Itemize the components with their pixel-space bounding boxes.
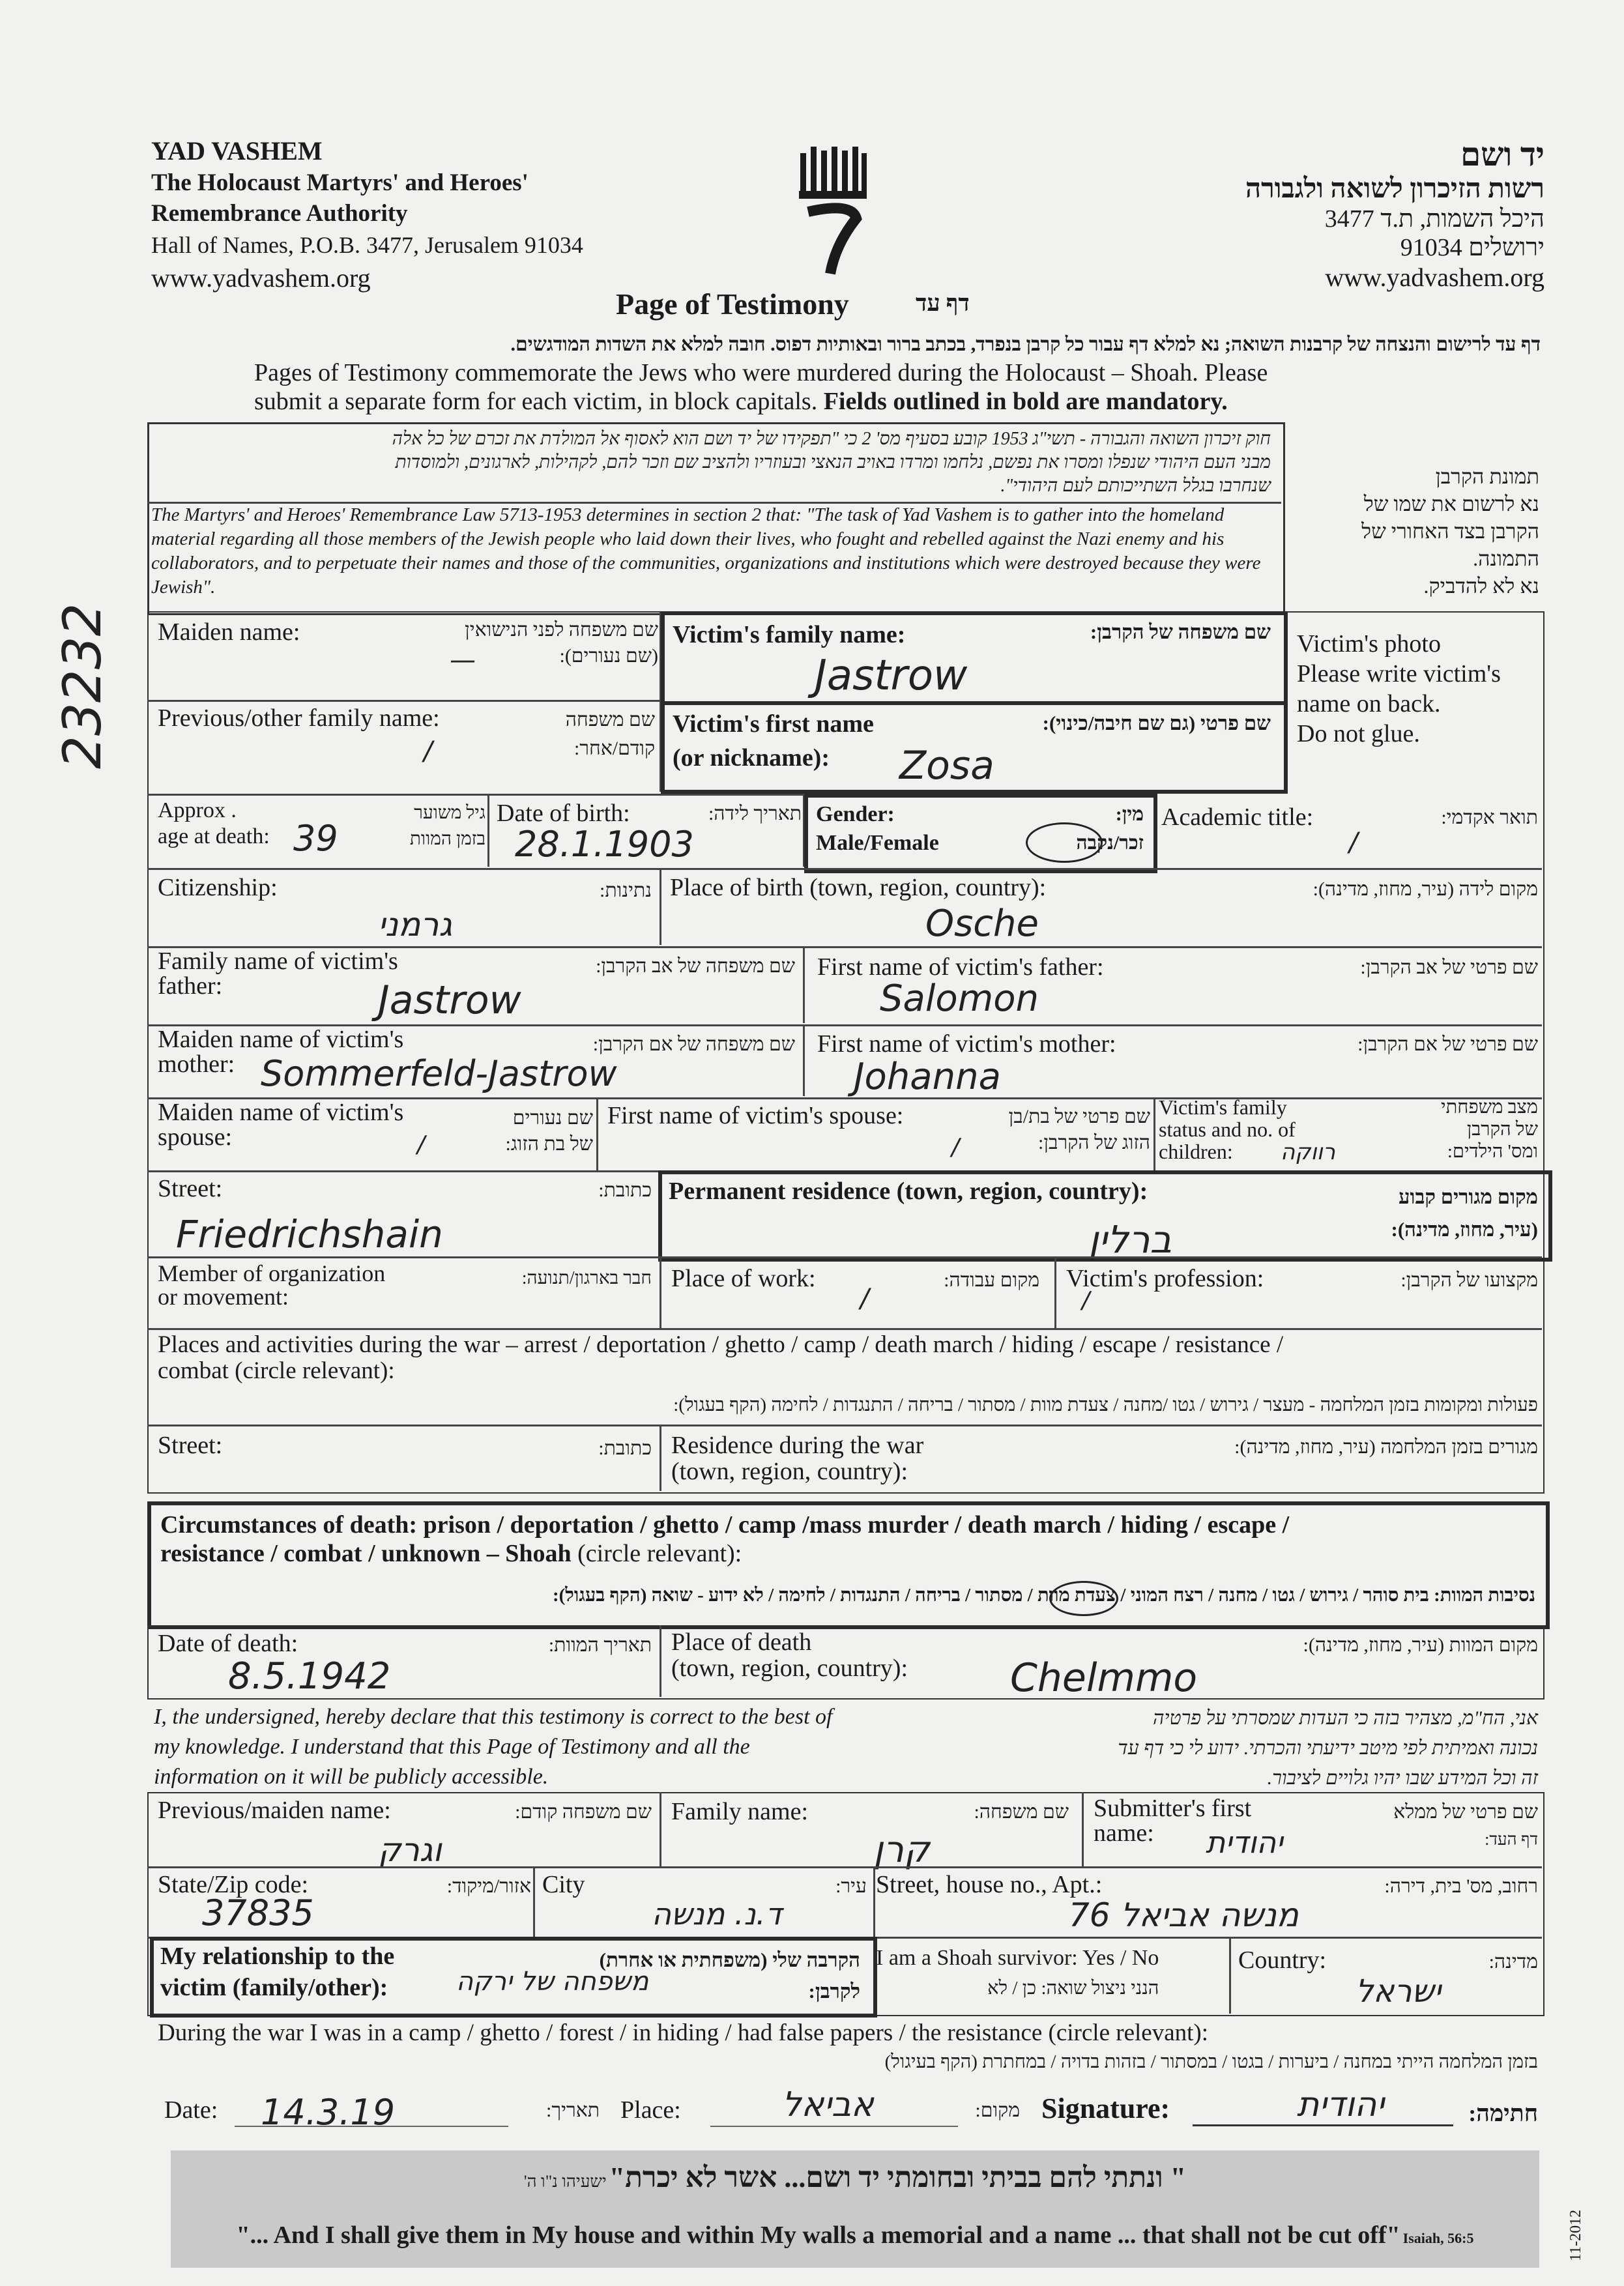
footer-en: "... And I shall give them in My house and within My walls a memorial and a name ... that shall not be cut off" [236,2221,1400,2249]
intro-en-2 [254,387,1228,416]
gender-en-1: Gender: [816,802,895,826]
family-status-value[interactable]: רווקה [1281,1139,1336,1165]
first-name-value[interactable]: Zosa [899,743,994,789]
spouse-maiden-en-1: Maiden name of victim's [158,1099,404,1126]
war-street-label: Street: [158,1432,223,1459]
dod-value[interactable]: 8.5.1942 [228,1655,391,1698]
pod-en-2: (town, region, country): [671,1655,908,1682]
organization-en-1: Member of organization [158,1260,386,1286]
pod-label-he: מקום המוות (עיר, מחוז, מדינה): [1303,1634,1538,1656]
spouse-maiden-label-he [450,1105,593,1157]
father-family-en-1: Family name of victim's [158,948,398,975]
profession-label-he: מקצועו של הקרבן: [1400,1269,1538,1291]
war-residence-en-1: Residence during the war [671,1432,924,1459]
profession-value[interactable]: / [1082,1287,1090,1314]
footer-he: " ונתתי להם בביתי ובחומתי יד ושם... אשר לא יכרת" [609,2162,1187,2193]
street-label-he: כתובת: [598,1179,652,1201]
intro-he: דף עד לרישום והנצחה של קרבנות השואה; נא למלא דף עבור כל קרבן בנפרד, בכתב ברור ובאותיות דפוס. חובה למלא את השדות המודגשים. [510,334,1541,355]
maiden-name-value[interactable]: — [450,645,476,675]
sub-family-name-label: Family name: [671,1798,809,1825]
father-family-en-2: father: [158,972,223,1000]
citizenship-label-he: נתינות: [600,880,652,901]
law-he-2: מבני העם היהודי שנפלו ומסרו את נפשם, נלחמו ומרדו באויב הנאצי ובעוזריו ולהציב שם וזכר להם, לקהילות, לארגונים, ולמוסדות [395,452,1271,472]
sub-first-name-value[interactable]: יהודית [1206,1825,1283,1860]
dod-label-he: תאריך המוות: [548,1634,652,1656]
photo-he-1: תמונת הקרבן [1435,465,1539,488]
photo-en-3: name on back. [1297,690,1441,717]
spouse-maiden-he-2: של בת הזוג: [505,1133,593,1155]
war-street-label-he: כתובת: [598,1438,652,1459]
photo-he-2: נא לרשום את שמו של [1363,492,1539,515]
org-he-name: יד ושם [1460,136,1544,173]
intro-en-2-text: submit a separate form for each victim, in block capitals. [254,388,818,415]
signature-label-he: חתימה: [1468,2100,1538,2126]
first-name-label-he: שם פרטי (גם שם חיבה/כינוי): [1042,712,1271,734]
city-value[interactable]: ד.נ. מנשה [652,1896,782,1932]
zip-label: State/Zip code: [158,1871,309,1898]
sub-first-name-he-2: דף העד: [1485,1830,1538,1849]
war-places-en-1: Places and activities during the war – arrest / deportation / ghetto / camp / death march / hiding / escape / resistance / [158,1331,1284,1358]
zip-label-he: אזור/מיקוד: [446,1875,531,1897]
family-name-label: Victim's family name: [673,621,906,648]
law-en: The Martyrs' and Heroes' Remembrance Law 5713-1953 determines in section 2 that: "The task of Yad Vashem is to gather into the homeland material regarding all those members of the Jewish people who laid down their lives, who fought and rebelled against the Nazi enemy and his collaborators, and to perpetuate their names and those of the communities, organizations and institutions which were destroyed because they were Jewish". [151,504,1261,598]
mother-first-label: First name of victim's mother: [817,1030,1116,1058]
family-name-label-he: שם משפחה של הקרבן: [1090,620,1271,643]
sub-first-name-he-1: שם פרטי של ממלא [1393,1801,1538,1823]
war-status-he: בזמן המלחמה הייתי במחנה / ביערות / בגטו / במסתור / בזהות בדויה / במחתרת (הקף בעיגול) [884,2051,1538,2072]
org-en-block [151,136,673,293]
war-places-en-2: combat (circle relevant): [158,1357,395,1384]
residence-value[interactable]: ברלין [1088,1217,1172,1262]
sub-street-value[interactable]: מנשה אביאל 76 [1069,1896,1299,1934]
org-he-line1: רשות הזיכרון לשואה ולגבורה [1245,174,1544,204]
relationship-en-1: My relationship to the [160,1943,395,1970]
declaration-en-1: I, the undersigned, hereby declare that this testimony is correct to the best of [154,1705,833,1729]
photo-en-2: Please write victim's [1297,660,1501,687]
father-family-label-he: שם משפחה של אב הקרבן: [596,955,795,977]
work-label-he: מקום עבודה: [944,1269,1039,1291]
dod-label: Date of death: [158,1630,298,1657]
org-en-address: Hall of Names, P.O.B. 3477, Jerusalem 91034 [151,232,583,258]
war-residence-label-he: מגורים בזמן המלחמה (עיר, מחוז, מדינה): [1234,1436,1538,1458]
family-status-he-3: ומס' הילדים: [1447,1141,1538,1162]
residence-he-1: מקום מגורים קבוע [1399,1185,1538,1208]
declaration-en [154,1702,833,1792]
footer-en-ref: Isaiah, 56:5 [1402,2230,1474,2246]
relationship-label [160,1941,394,2003]
residence-label: Permanent residence (town, region, country): [669,1178,1148,1205]
first-name-en-1: Victim's first name [673,710,874,738]
camp-circle-mark [1049,1581,1118,1616]
declaration-he-1: אני, הח"מ, מצהיר בזה כי העדות שמסרתי על פרטיה [1153,1707,1538,1729]
prev-name-label: Previous/other family name: [158,704,440,732]
war-places-label [158,1332,1283,1384]
spouse-first-value[interactable]: / [951,1134,960,1161]
sub-prev-name-label: Previous/maiden name: [158,1797,391,1824]
street-value[interactable]: Friedrichshain [176,1212,443,1256]
country-label: Country: [1238,1946,1327,1974]
spouse-first-label: First name of victim's spouse: [607,1102,904,1129]
pob-label-he: מקום לידה (עיר, מחוז, מדינה): [1312,878,1538,900]
mother-first-label-he: שם פרטי של אם הקרבן: [1357,1034,1538,1055]
law-he-1: חוק זיכרון השואה והגבורה - תשי"ג 1953 קובע בסעיף מס' 2 כי "תפקידו של יד ושם הוא לאסוף אל המולדת את זכרם של כל אלה [392,429,1271,449]
signature-label: Signature: [1041,2092,1170,2124]
photo-en-4: Do not glue. [1297,720,1420,747]
org-he-line3: ירושלים 91034 [1400,234,1544,261]
declaration-he-2: נכונה ואמיתית לפי מיטב ידיעתי והכרתי. ידוע לי כי דף עד [1118,1737,1538,1759]
war-residence-en-2: (town, region, country): [671,1458,908,1485]
relationship-value[interactable]: משפחה של ירקה [456,1967,649,1997]
maiden-name-label: Maiden name: [158,618,300,646]
age-label [158,798,270,850]
profession-label: Victim's profession: [1066,1265,1264,1292]
country-value[interactable]: ישראל [1356,1973,1442,2010]
date-label: Date: [164,2096,218,2124]
circumstances-en-2: resistance / combat / unknown – Shoah [160,1540,572,1567]
citizenship-value[interactable]: גרמני [378,906,452,944]
law-he [156,427,1271,498]
street-label: Street: [158,1175,223,1202]
mother-maiden-value[interactable]: Sommerfeld-Jastrow [261,1053,617,1094]
spouse-maiden-en-2: spouse: [158,1123,232,1151]
country-label-he: מדינה: [1488,1951,1538,1973]
pob-value[interactable]: Osche [925,903,1039,945]
organization-en-2: or movement: [158,1284,289,1310]
father-family-value[interactable]: Jastrow [378,977,521,1023]
spouse-maiden-value[interactable]: / [417,1131,426,1158]
work-label: Place of work: [671,1265,816,1292]
family-status-en-1: Victim's family [1159,1095,1287,1119]
sub-family-name-label-he: שם משפחה: [974,1801,1069,1823]
footer-en-row [171,2221,1539,2250]
declaration-en-3: information on it will be publicly accessible. [154,1765,549,1789]
sub-family-name-value[interactable]: קרן [873,1829,930,1871]
mother-maiden-label-he: שם משפחה של אם הקרבן: [592,1034,795,1055]
city-label: City [542,1871,585,1898]
place-value[interactable]: אביאל [782,2085,874,2124]
margin-number: 23232 [52,603,113,769]
father-family-label [158,949,398,998]
age-label-he [365,800,486,852]
intro-en-1: Pages of Testimony commemorate the Jews who were murdered during the Holocaust – Shoah. Please [254,359,1268,386]
sub-first-name-label-he [1369,1799,1538,1853]
declaration-en-2: my knowledge. I understand that this Page of Testimony and all the [154,1735,750,1759]
survivor-he: הנני ניצול שואה: כן / לא [987,1978,1159,1999]
gender-en-2: Male/Female [816,831,939,855]
sub-first-name-en-2: name: [1094,1819,1154,1847]
relationship-he-1: הקרבה שלי (משפחתית או אחרת) [599,1948,860,1971]
mother-maiden-en-2: mother: [158,1050,235,1078]
footer-code: 11-2012 [1567,2209,1584,2261]
work-value[interactable]: / [860,1284,869,1314]
academic-value[interactable]: / [1349,828,1358,858]
circumstances-en-2b: (circle relevant): [577,1540,742,1567]
residence-he-2: (עיר, מחוז, מדינה): [1391,1218,1538,1241]
organization-label [158,1262,385,1309]
signature-value[interactable]: יהודית [1297,2085,1384,2124]
spouse-first-he-1: שם פרטי של בת/בן [1008,1106,1150,1127]
first-name-en-2: (or nickname): [673,744,830,772]
gender-he-2: זכר/נקבה [1076,832,1144,854]
gender-he-1: מין: [1115,803,1144,825]
father-first-label-he: שם פרטי של אב הקרבן: [1360,957,1538,978]
citizenship-label: Citizenship: [158,874,278,901]
city-label-he: עיר: [835,1875,867,1897]
family-name-value[interactable]: Jastrow [815,652,968,700]
org-en-name: YAD VASHEM [151,136,323,166]
gender-circle-mark [1026,822,1103,863]
father-first-label: First name of victim's father: [817,953,1104,981]
age-en-2: age at death: [158,824,270,848]
place-label: Place: [620,2096,681,2124]
declaration-he-3: זה וכל המידע שבו יהיו גלויים לציבור. [1267,1767,1538,1789]
photo-he-4: התמונה. [1473,547,1539,570]
family-status-label-he [1401,1096,1538,1163]
sub-street-label-he: רחוב, מס' בית, דירה: [1384,1875,1538,1897]
photo-he-5: נא לא להדביק. [1423,574,1539,598]
intro-en-bold: Fields outlined in bold are mandatory. [823,388,1228,415]
form-title: Page of Testimony [616,287,849,321]
org-en-line2: Remembrance Authority [151,200,408,227]
law-he-3: שנחרבו בגלל השתייכותם לעם היהודי". [1000,476,1271,496]
org-en-line1: The Holocaust Martyrs' and Heroes' [151,169,529,196]
academic-label-he: תואר אקדמי: [1441,807,1538,828]
mother-maiden-en-1: Maiden name of victim's [158,1026,404,1053]
photo-en-1: Victim's photo [1297,630,1441,658]
sub-prev-name-label-he: שם משפחה קודם: [515,1801,652,1823]
residence-label-he [1329,1181,1538,1246]
zip-value[interactable]: 37835 [202,1892,314,1933]
pob-label: Place of birth (town, region, country): [670,874,1047,901]
maiden-name-he-1: שם משפחה לפני הנישואין [465,619,658,641]
circumstances-label [160,1511,1289,1568]
family-status-label [1159,1096,1296,1163]
prev-name-value[interactable]: / [424,736,433,766]
war-status-en: During the war I was in a camp / ghetto / forest / in hiding / had false papers / the resistance (circle relevant): [158,2019,1209,2046]
dob-label: Date of birth: [497,800,630,827]
gender-label [816,800,939,858]
photo-he-3: הקרבן בצד האחורי של [1361,519,1539,543]
declaration-he [978,1703,1538,1793]
war-residence-label [671,1432,923,1484]
prev-name-he-1: שם משפחה [565,709,655,731]
age-he-1: גיל משוער [414,803,486,823]
footer-he-ref: ישעיהו נ"ו ה' [523,2172,607,2191]
first-name-label [673,707,874,775]
circumstances-en-2-row [160,1539,1289,1568]
date-value[interactable]: 14.3.19 [261,2092,396,2133]
spouse-first-he-2: הזוג של הקרבן: [1038,1132,1150,1153]
family-status-he-2: של הקרבן [1466,1119,1538,1140]
pod-en-1: Place of death [671,1628,812,1656]
academic-label: Academic title: [1161,803,1314,831]
spouse-maiden-label [158,1100,403,1150]
survivor-label [876,1943,1159,2003]
age-value[interactable]: 39 [293,818,338,859]
relationship-en-2: victim (family/other): [160,1974,388,2001]
spouse-maiden-he-1: שם נעורים [512,1107,593,1129]
org-en-web: www.yadvashem.org [151,263,371,293]
prev-name-label-he [515,709,655,760]
spouse-first-label-he [974,1104,1150,1156]
place-label-he: מקום: [975,2100,1020,2121]
circumstances-label-he: נסיבות המוות: בית סוהר / גירוש / גטו / מחנה / רצח המוני / צעדת מוות / מסתור / בריחה / התנגדות / לחימה / לא ידוע - שואה (הקף בעגול): [552,1585,1535,1606]
org-he-web: www.yadvashem.org [1325,263,1544,292]
sub-first-name-en-1: Submitter's first [1094,1795,1252,1822]
org-he-block [1023,136,1544,293]
age-en-1: Approx . [158,798,237,822]
maiden-name-he-2: (שם נעורים): [559,645,658,667]
war-places-label-he: פעולות ומקומות בזמן המלחמה - מעצר / גירוש / גטו /מחנה / צעדת מוות / מסתור / בריחה / התנגדות / לחימה (הקף בעגול): [673,1395,1538,1415]
photo-box-he [1279,463,1539,600]
age-he-2: בזמן המוות [409,829,486,849]
logo-icon [796,147,868,277]
survivor-en: I am a Shoah survivor: Yes / No [876,1946,1159,1970]
family-status-he-1: מצב משפחתי [1441,1097,1538,1118]
dob-label-he: תאריך לידה: [708,803,802,824]
mother-first-value[interactable]: Johanna [854,1056,1001,1098]
father-first-value[interactable]: Salomon [880,977,1039,1020]
footer-he-row [171,2161,1539,2194]
form-title-he: דף עד [916,290,970,316]
pod-value[interactable]: Chelmmo [1010,1655,1198,1701]
relationship-he-2: לקרבן: [808,1980,860,2003]
org-he-line2: היכל השמות, ת.ד 3477 [1324,205,1544,233]
prev-name-he-2: קודם/אחר: [573,738,655,759]
family-status-en-2: status and no. of [1159,1118,1296,1141]
family-status-en-3: children: [1159,1140,1233,1163]
dob-value[interactable]: 28.1.1903 [515,824,694,865]
date-label-he: תאריך: [546,2100,600,2121]
circumstances-en-1: Circumstances of death: prison / deportation / ghetto / camp /mass murder / death march / hiding / escape / [160,1511,1290,1539]
maiden-name-label-he [384,619,658,667]
sub-prev-name-value[interactable]: וגרק [378,1831,442,1869]
sub-street-label: Street, house no., Apt.: [876,1871,1103,1898]
organization-label-he: חבר בארגון/תנועה: [521,1268,652,1288]
pod-label [671,1629,908,1681]
